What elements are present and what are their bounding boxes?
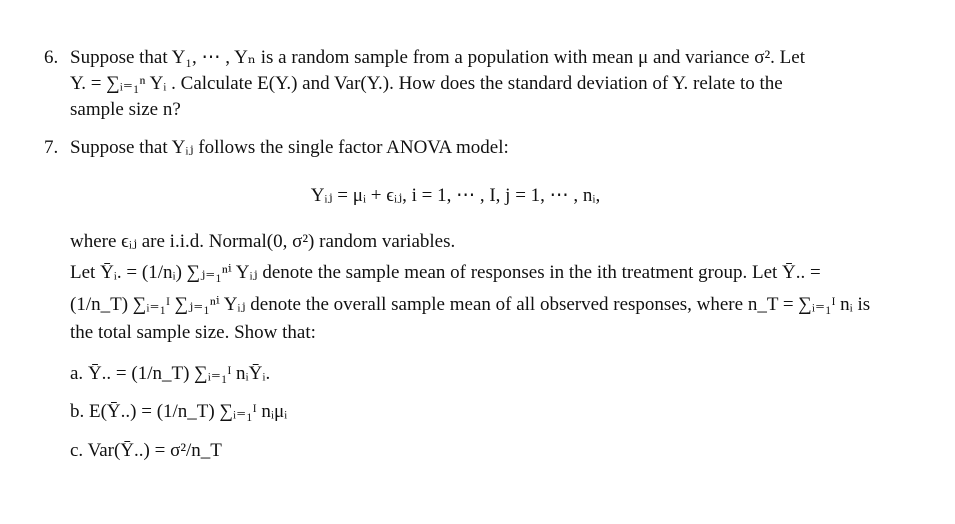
part-a-text: Ȳ.. = (1/n_T) ∑ᵢ₌₁ᴵ nᵢȲᵢ. (87, 363, 271, 384)
problem-6-number: 6. (44, 47, 59, 68)
part-c-label: c. (70, 440, 84, 461)
part-a-label: a. (70, 363, 84, 384)
part-c-text: Var(Ȳ..) = σ²/n_T (87, 440, 222, 461)
anova-model-equation: Yᵢⱼ = μᵢ + ϵᵢⱼ, i = 1, ⋯ , I, j = 1, ⋯ , nᵢ, (310, 185, 601, 206)
problem-6-line-3: sample size n? (70, 99, 181, 120)
problem-6-line-2: Y. = ∑ᵢ₌₁ⁿ Yᵢ . Calculate E(Y.) and Var(Y.). How does the standard deviation of Y. relate to the (70, 73, 783, 94)
problem-6 (44, 45, 874, 123)
problem-7-let-line-2: (1/n_T) ∑ᵢ₌₁ᴵ ∑ⱼ₌₁ⁿⁱ Yᵢⱼ denote the overall sample mean of all observed responses, where n_T = ∑ᵢ₌₁ᴵ nᵢ is (70, 294, 871, 315)
problem-7-number: 7. (44, 137, 59, 158)
part-b (70, 399, 287, 425)
problem-7 (44, 135, 874, 161)
problem-7-where: where ϵᵢⱼ are i.i.d. Normal(0, σ²) random variables. (70, 231, 456, 252)
part-b-text: E(Ȳ..) = (1/n_T) ∑ᵢ₌₁ᴵ nᵢμᵢ (89, 401, 288, 422)
part-c (70, 438, 222, 464)
problem-7-let-line-3: the total sample size. Show that: (70, 322, 316, 343)
problem-6-line-1: Suppose that Y₁, ⋯ , Yₙ is a random sample from a population with mean μ and variance σ². Let (70, 47, 805, 68)
part-a (70, 361, 270, 387)
part-b-label: b. (70, 401, 85, 422)
problem-7-let-line-1: Let Ȳᵢ. = (1/nᵢ) ∑ⱼ₌₁ⁿⁱ Yᵢⱼ denote the sample mean of responses in the ith treatment group. Let Ȳ.. = (70, 262, 821, 283)
problem-7-intro: Suppose that Yᵢⱼ follows the single factor ANOVA model: (70, 137, 509, 158)
